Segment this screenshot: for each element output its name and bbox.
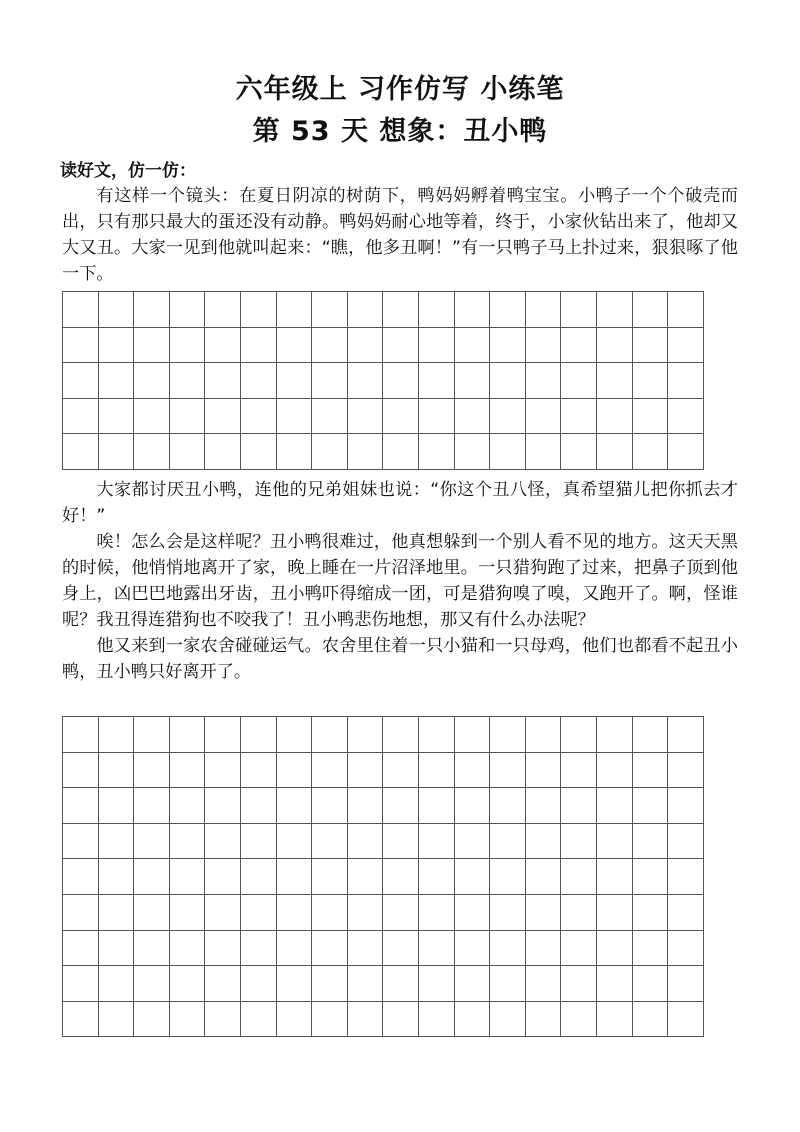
grid-cell[interactable] bbox=[596, 327, 632, 363]
grid-cell[interactable] bbox=[490, 1001, 526, 1037]
grid-cell[interactable] bbox=[418, 788, 454, 824]
grid-cell[interactable] bbox=[240, 823, 276, 859]
grid-cell[interactable] bbox=[169, 363, 205, 399]
grid-cell[interactable] bbox=[454, 327, 490, 363]
grid-cell[interactable] bbox=[525, 1001, 561, 1037]
grid-cell[interactable] bbox=[490, 434, 526, 470]
grid-cell[interactable] bbox=[169, 966, 205, 1002]
grid-cell[interactable] bbox=[632, 363, 668, 399]
grid-cell[interactable] bbox=[169, 788, 205, 824]
grid-cell[interactable] bbox=[276, 752, 312, 788]
grid-cell[interactable] bbox=[561, 894, 597, 930]
grid-cell[interactable] bbox=[347, 823, 383, 859]
grid-cell[interactable] bbox=[596, 966, 632, 1002]
grid-cell[interactable] bbox=[561, 363, 597, 399]
grid-cell[interactable] bbox=[205, 823, 241, 859]
grid-cell[interactable] bbox=[668, 1001, 704, 1037]
grid-cell[interactable] bbox=[98, 717, 134, 753]
grid-cell[interactable] bbox=[668, 788, 704, 824]
grid-cell[interactable] bbox=[312, 398, 348, 434]
grid-cell[interactable] bbox=[347, 930, 383, 966]
grid-cell[interactable] bbox=[418, 398, 454, 434]
grid-cell[interactable] bbox=[134, 894, 170, 930]
grid-cell[interactable] bbox=[63, 398, 99, 434]
grid-cell[interactable] bbox=[418, 327, 454, 363]
grid-cell[interactable] bbox=[347, 966, 383, 1002]
grid-cell[interactable] bbox=[668, 930, 704, 966]
grid-cell[interactable] bbox=[240, 859, 276, 895]
grid-row bbox=[63, 894, 704, 930]
grid-cell[interactable] bbox=[632, 717, 668, 753]
grid-cell[interactable] bbox=[525, 752, 561, 788]
grid-cell[interactable] bbox=[632, 894, 668, 930]
grid-cell[interactable] bbox=[668, 717, 704, 753]
grid-cell[interactable] bbox=[596, 363, 632, 399]
grid-cell[interactable] bbox=[632, 788, 668, 824]
grid-cell[interactable] bbox=[205, 327, 241, 363]
grid-cell[interactable] bbox=[98, 788, 134, 824]
grid-cell[interactable] bbox=[312, 966, 348, 1002]
grid-cell[interactable] bbox=[63, 327, 99, 363]
grid-cell[interactable] bbox=[312, 1001, 348, 1037]
grid-cell[interactable] bbox=[525, 859, 561, 895]
grid-cell[interactable] bbox=[276, 966, 312, 1002]
grid-cell[interactable] bbox=[347, 752, 383, 788]
grid-cell[interactable] bbox=[418, 1001, 454, 1037]
grid-cell[interactable] bbox=[98, 823, 134, 859]
grid-cell[interactable] bbox=[454, 823, 490, 859]
grid-cell[interactable] bbox=[632, 327, 668, 363]
grid-cell[interactable] bbox=[312, 434, 348, 470]
grid-cell[interactable] bbox=[454, 434, 490, 470]
grid-cell[interactable] bbox=[240, 327, 276, 363]
grid-cell[interactable] bbox=[134, 363, 170, 399]
grid-cell[interactable] bbox=[383, 363, 419, 399]
grid-cell[interactable] bbox=[418, 363, 454, 399]
grid-cell[interactable] bbox=[490, 327, 526, 363]
grid-cell[interactable] bbox=[98, 398, 134, 434]
grid-cell[interactable] bbox=[490, 398, 526, 434]
grid-cell[interactable] bbox=[276, 327, 312, 363]
grid-cell[interactable] bbox=[454, 894, 490, 930]
grid-cell[interactable] bbox=[454, 1001, 490, 1037]
grid-cell[interactable] bbox=[596, 398, 632, 434]
grid-cell[interactable] bbox=[490, 966, 526, 1002]
grid-cell[interactable] bbox=[596, 292, 632, 328]
grid-cell[interactable] bbox=[240, 363, 276, 399]
grid-cell[interactable] bbox=[312, 894, 348, 930]
page-subtitle: 第 53 天 想象：丑小鸭 bbox=[252, 116, 548, 147]
grid-cell[interactable] bbox=[134, 859, 170, 895]
grid-cell[interactable] bbox=[596, 717, 632, 753]
page-title: 六年级上 习作仿写 小练笔 bbox=[235, 74, 565, 105]
grid-cell[interactable] bbox=[205, 717, 241, 753]
grid-cell[interactable] bbox=[205, 894, 241, 930]
grid-row bbox=[63, 966, 704, 1002]
grid-cell[interactable] bbox=[312, 930, 348, 966]
grid-row bbox=[63, 434, 704, 470]
grid-cell[interactable] bbox=[276, 1001, 312, 1037]
grid-cell[interactable] bbox=[454, 363, 490, 399]
grid-cell[interactable] bbox=[490, 717, 526, 753]
grid-cell[interactable] bbox=[525, 398, 561, 434]
grid-cell[interactable] bbox=[134, 1001, 170, 1037]
grid-cell[interactable] bbox=[525, 823, 561, 859]
grid-cell[interactable] bbox=[454, 859, 490, 895]
grid-cell[interactable] bbox=[134, 823, 170, 859]
grid-cell[interactable] bbox=[596, 788, 632, 824]
grid-cell[interactable] bbox=[383, 966, 419, 1002]
grid-cell[interactable] bbox=[98, 930, 134, 966]
grid-cell[interactable] bbox=[240, 1001, 276, 1037]
grid-cell[interactable] bbox=[169, 398, 205, 434]
grid-cell[interactable] bbox=[134, 966, 170, 1002]
grid-cell[interactable] bbox=[668, 398, 704, 434]
grid-cell[interactable] bbox=[490, 859, 526, 895]
grid-cell[interactable] bbox=[169, 823, 205, 859]
grid-cell[interactable] bbox=[525, 788, 561, 824]
grid-cell[interactable] bbox=[383, 434, 419, 470]
grid-cell[interactable] bbox=[63, 966, 99, 1002]
grid-cell[interactable] bbox=[490, 930, 526, 966]
grid-row bbox=[63, 363, 704, 399]
grid-cell[interactable] bbox=[276, 717, 312, 753]
grid-cell[interactable] bbox=[169, 1001, 205, 1037]
grid-cell[interactable] bbox=[561, 327, 597, 363]
grid-row bbox=[63, 788, 704, 824]
grid-cell[interactable] bbox=[383, 894, 419, 930]
grid-cell[interactable] bbox=[596, 1001, 632, 1037]
grid-cell[interactable] bbox=[205, 966, 241, 1002]
grid-cell[interactable] bbox=[525, 292, 561, 328]
grid-cell[interactable] bbox=[632, 398, 668, 434]
grid-cell[interactable] bbox=[205, 788, 241, 824]
grid-cell[interactable] bbox=[240, 788, 276, 824]
grid-cell[interactable] bbox=[276, 930, 312, 966]
grid-cell[interactable] bbox=[490, 788, 526, 824]
grid-cell[interactable] bbox=[347, 1001, 383, 1037]
grid-cell[interactable] bbox=[561, 398, 597, 434]
grid-cell[interactable] bbox=[63, 823, 99, 859]
grid-cell[interactable] bbox=[561, 930, 597, 966]
passage-2 bbox=[62, 477, 738, 685]
grid-cell[interactable] bbox=[63, 930, 99, 966]
grid-row bbox=[63, 1001, 704, 1037]
grid-cell[interactable] bbox=[98, 1001, 134, 1037]
grid-cell[interactable] bbox=[63, 434, 99, 470]
grid-cell[interactable] bbox=[134, 717, 170, 753]
grid-cell[interactable] bbox=[347, 398, 383, 434]
passage-paragraph: 唉！怎么会是这样呢？丑小鸭很难过，他真想躲到一个别人看不见的地方。这天天黑的时候，他悄悄地离开了家，晚上睡在一片沼泽地里。一只猎狗跑了过来，把鼻子顶到他身上，凶巴巴地露出牙齿，丑小鸭吓得缩成一团，可是猎狗嗅了嗅，又跑开了。啊，怪谁呢？我丑得连猎狗也不咬我了！丑小鸭悲伤地想，那又有什么办法呢？ bbox=[62, 532, 738, 630]
section-label: 读好文，仿一仿： bbox=[60, 161, 196, 181]
grid-cell[interactable] bbox=[347, 894, 383, 930]
grid-cell[interactable] bbox=[98, 327, 134, 363]
grid-cell[interactable] bbox=[347, 717, 383, 753]
grid-cell[interactable] bbox=[632, 930, 668, 966]
grid-cell[interactable] bbox=[169, 434, 205, 470]
grid-row bbox=[63, 398, 704, 434]
grid-cell[interactable] bbox=[668, 363, 704, 399]
grid-cell[interactable] bbox=[383, 1001, 419, 1037]
grid-cell[interactable] bbox=[383, 717, 419, 753]
grid-cell[interactable] bbox=[63, 752, 99, 788]
grid-cell[interactable] bbox=[63, 859, 99, 895]
grid-cell[interactable] bbox=[383, 859, 419, 895]
grid-cell[interactable] bbox=[383, 788, 419, 824]
grid-cell[interactable] bbox=[276, 823, 312, 859]
grid-cell[interactable] bbox=[525, 363, 561, 399]
grid-cell[interactable] bbox=[632, 292, 668, 328]
grid-cell[interactable] bbox=[169, 930, 205, 966]
grid-cell[interactable] bbox=[312, 363, 348, 399]
grid-cell[interactable] bbox=[98, 363, 134, 399]
grid-cell[interactable] bbox=[240, 752, 276, 788]
grid-cell[interactable] bbox=[98, 434, 134, 470]
grid-cell[interactable] bbox=[454, 966, 490, 1002]
grid-cell[interactable] bbox=[205, 752, 241, 788]
grid-cell[interactable] bbox=[205, 930, 241, 966]
grid-cell[interactable] bbox=[312, 717, 348, 753]
grid-cell[interactable] bbox=[596, 894, 632, 930]
grid-cell[interactable] bbox=[276, 894, 312, 930]
grid-cell[interactable] bbox=[561, 752, 597, 788]
grid-cell[interactable] bbox=[98, 752, 134, 788]
grid-cell[interactable] bbox=[134, 398, 170, 434]
grid-cell[interactable] bbox=[383, 752, 419, 788]
grid-cell[interactable] bbox=[596, 930, 632, 966]
grid-cell[interactable] bbox=[347, 292, 383, 328]
grid-row bbox=[63, 823, 704, 859]
grid-cell[interactable] bbox=[454, 717, 490, 753]
grid-cell[interactable] bbox=[490, 823, 526, 859]
grid-cell[interactable] bbox=[240, 894, 276, 930]
grid-cell[interactable] bbox=[454, 292, 490, 328]
grid-cell[interactable] bbox=[240, 966, 276, 1002]
grid-cell[interactable] bbox=[418, 292, 454, 328]
grid-cell[interactable] bbox=[668, 859, 704, 895]
grid-cell[interactable] bbox=[134, 752, 170, 788]
grid-cell[interactable] bbox=[418, 894, 454, 930]
grid-cell[interactable] bbox=[169, 752, 205, 788]
grid-row bbox=[63, 930, 704, 966]
grid-cell[interactable] bbox=[347, 327, 383, 363]
grid-cell[interactable] bbox=[312, 752, 348, 788]
grid-cell[interactable] bbox=[525, 327, 561, 363]
grid-cell[interactable] bbox=[561, 966, 597, 1002]
grid-cell[interactable] bbox=[525, 434, 561, 470]
grid-cell[interactable] bbox=[240, 434, 276, 470]
grid-cell[interactable] bbox=[490, 894, 526, 930]
grid-cell[interactable] bbox=[63, 363, 99, 399]
grid-cell[interactable] bbox=[383, 930, 419, 966]
grid-cell[interactable] bbox=[525, 894, 561, 930]
grid-cell[interactable] bbox=[276, 859, 312, 895]
grid-cell[interactable] bbox=[418, 859, 454, 895]
grid-cell[interactable] bbox=[98, 894, 134, 930]
grid-cell[interactable] bbox=[169, 859, 205, 895]
grid-cell[interactable] bbox=[561, 823, 597, 859]
grid-cell[interactable] bbox=[632, 1001, 668, 1037]
grid-cell[interactable] bbox=[205, 292, 241, 328]
passage-paragraph: 有这样一个镜头：在夏日阴凉的树荫下，鸭妈妈孵着鸭宝宝。小鸭子一个个破壳而出，只有那只最大的蛋还没有动静。鸭妈妈耐心地等着，终于，小家伙钻出来了，他却又大又丑。大家一见到他就叫起来：“瞧，他多丑啊！”有一只鸭子马上扑过来，狠狠啄了他一下。 bbox=[62, 186, 738, 284]
grid-cell[interactable] bbox=[668, 966, 704, 1002]
grid-row bbox=[63, 859, 704, 895]
grid-cell[interactable] bbox=[383, 398, 419, 434]
grid-cell[interactable] bbox=[98, 292, 134, 328]
grid-cell[interactable] bbox=[561, 717, 597, 753]
grid-cell[interactable] bbox=[276, 363, 312, 399]
writing-grid-1[interactable] bbox=[62, 291, 704, 470]
grid-cell[interactable] bbox=[632, 823, 668, 859]
grid-cell[interactable] bbox=[490, 752, 526, 788]
grid-cell[interactable] bbox=[134, 327, 170, 363]
grid-cell[interactable] bbox=[205, 859, 241, 895]
grid-cell[interactable] bbox=[632, 966, 668, 1002]
grid-cell[interactable] bbox=[383, 823, 419, 859]
grid-cell[interactable] bbox=[490, 363, 526, 399]
grid-cell[interactable] bbox=[418, 930, 454, 966]
grid-cell[interactable] bbox=[169, 327, 205, 363]
grid-cell[interactable] bbox=[418, 966, 454, 1002]
grid-cell[interactable] bbox=[668, 292, 704, 328]
grid-cell[interactable] bbox=[63, 894, 99, 930]
grid-cell[interactable] bbox=[240, 398, 276, 434]
grid-cell[interactable] bbox=[276, 398, 312, 434]
writing-grid-2[interactable] bbox=[62, 716, 704, 1037]
grid-cell[interactable] bbox=[490, 292, 526, 328]
passage-1 bbox=[62, 183, 738, 287]
grid-cell[interactable] bbox=[134, 434, 170, 470]
grid-cell[interactable] bbox=[63, 717, 99, 753]
grid-cell[interactable] bbox=[347, 363, 383, 399]
grid-cell[interactable] bbox=[312, 859, 348, 895]
grid-cell[interactable] bbox=[632, 859, 668, 895]
grid-cell[interactable] bbox=[383, 327, 419, 363]
grid-cell[interactable] bbox=[525, 930, 561, 966]
passage-paragraph: 大家都讨厌丑小鸭，连他的兄弟姐妹也说：“你这个丑八怪，真希望猫儿把你抓去才好！” bbox=[62, 480, 738, 526]
grid-cell[interactable] bbox=[312, 292, 348, 328]
grid-cell[interactable] bbox=[169, 894, 205, 930]
grid-cell[interactable] bbox=[418, 823, 454, 859]
grid-cell[interactable] bbox=[668, 434, 704, 470]
grid-cell[interactable] bbox=[98, 859, 134, 895]
grid-cell[interactable] bbox=[240, 292, 276, 328]
grid-cell[interactable] bbox=[596, 434, 632, 470]
grid-cell[interactable] bbox=[632, 434, 668, 470]
grid-cell[interactable] bbox=[312, 327, 348, 363]
grid-cell[interactable] bbox=[561, 788, 597, 824]
grid-cell[interactable] bbox=[98, 966, 134, 1002]
grid-cell[interactable] bbox=[205, 434, 241, 470]
grid-cell[interactable] bbox=[454, 930, 490, 966]
grid-cell[interactable] bbox=[596, 859, 632, 895]
grid-cell[interactable] bbox=[454, 752, 490, 788]
grid-cell[interactable] bbox=[525, 966, 561, 1002]
grid-cell[interactable] bbox=[668, 894, 704, 930]
grid-cell[interactable] bbox=[632, 752, 668, 788]
grid-cell[interactable] bbox=[312, 788, 348, 824]
grid-cell[interactable] bbox=[312, 823, 348, 859]
grid-row bbox=[63, 717, 704, 753]
grid-cell[interactable] bbox=[169, 717, 205, 753]
grid-cell[interactable] bbox=[276, 434, 312, 470]
grid-cell[interactable] bbox=[63, 292, 99, 328]
grid-row bbox=[63, 752, 704, 788]
grid-cell[interactable] bbox=[596, 823, 632, 859]
grid-cell[interactable] bbox=[205, 1001, 241, 1037]
grid-cell[interactable] bbox=[561, 1001, 597, 1037]
passage-paragraph: 他又来到一家农舍碰碰运气。农舍里住着一只小猫和一只母鸡，他们也都看不起丑小鸭，丑小鸭只好离开了。 bbox=[62, 636, 738, 682]
grid-cell[interactable] bbox=[454, 788, 490, 824]
grid-cell[interactable] bbox=[240, 717, 276, 753]
grid-cell[interactable] bbox=[525, 717, 561, 753]
grid-cell[interactable] bbox=[63, 788, 99, 824]
grid-cell[interactable] bbox=[134, 292, 170, 328]
grid-cell[interactable] bbox=[418, 434, 454, 470]
grid-cell[interactable] bbox=[383, 292, 419, 328]
grid-cell[interactable] bbox=[63, 1001, 99, 1037]
grid-row bbox=[63, 292, 704, 328]
grid-cell[interactable] bbox=[561, 292, 597, 328]
grid-cell[interactable] bbox=[240, 930, 276, 966]
grid-cell[interactable] bbox=[668, 823, 704, 859]
grid-cell[interactable] bbox=[276, 788, 312, 824]
grid-cell[interactable] bbox=[454, 398, 490, 434]
grid-cell[interactable] bbox=[347, 434, 383, 470]
grid-cell[interactable] bbox=[418, 717, 454, 753]
grid-cell[interactable] bbox=[668, 752, 704, 788]
grid-cell[interactable] bbox=[347, 859, 383, 895]
grid-cell[interactable] bbox=[418, 752, 454, 788]
grid-cell[interactable] bbox=[596, 752, 632, 788]
grid-cell[interactable] bbox=[347, 788, 383, 824]
grid-cell[interactable] bbox=[205, 363, 241, 399]
grid-cell[interactable] bbox=[561, 859, 597, 895]
grid-cell[interactable] bbox=[205, 398, 241, 434]
grid-cell[interactable] bbox=[134, 930, 170, 966]
grid-cell[interactable] bbox=[668, 327, 704, 363]
grid-row bbox=[63, 327, 704, 363]
grid-cell[interactable] bbox=[169, 292, 205, 328]
grid-cell[interactable] bbox=[276, 292, 312, 328]
grid-cell[interactable] bbox=[134, 788, 170, 824]
grid-cell[interactable] bbox=[561, 434, 597, 470]
